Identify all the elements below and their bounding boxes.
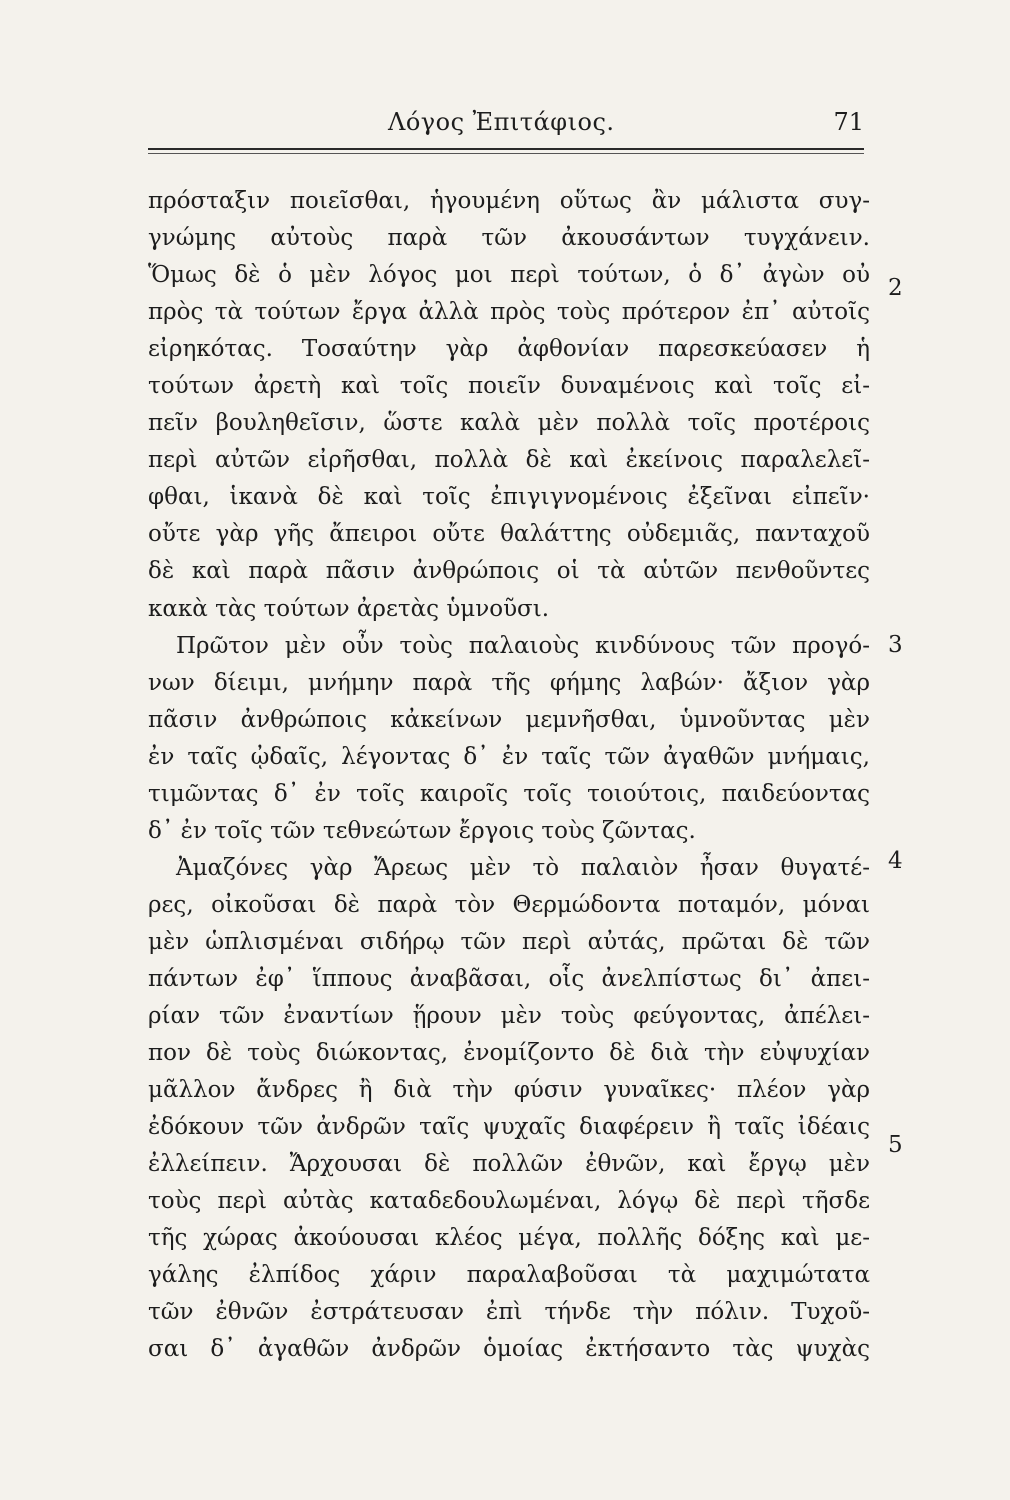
text-line: ρες, οἰκοῦσαι δὲ παρὰ τὸν Θερμώδοντα ποταμόν, μόναι bbox=[148, 891, 870, 918]
text-line: γάλης ἐλπίδος χάριν παραλαβοῦσαι τὰ μαχιμώτατα bbox=[148, 1262, 870, 1289]
header-rule bbox=[148, 148, 864, 150]
text-line: τιμῶντας δ᾽ ἐν τοῖς καιροῖς τοῖς τοιούτοις, παιδεύοντας bbox=[148, 780, 870, 807]
text-line: ἐδόκουν τῶν ἀνδρῶν ταῖς ψυχαῖς διαφέρειν ἢ ταῖς ἰδέαις bbox=[148, 1114, 870, 1141]
text-line: δ᾽ ἐν τοῖς τῶν τεθνεώτων ἔργοις τοὺς ζῶντας. bbox=[148, 817, 696, 844]
page-number: 71 bbox=[833, 108, 864, 136]
text-line: πρόσταξιν ποιεῖσθαι, ἡγουμένη οὕτως ἂν μάλιστα συγ- bbox=[148, 188, 870, 214]
text-line: οὔτε γὰρ γῆς ἄπειροι οὔτε θαλάττης οὐδεμιᾶς, πανταχοῦ bbox=[148, 521, 870, 548]
text-line: δὲ καὶ παρὰ πᾶσιν ἀνθρώποις οἱ τὰ αὑτῶν πενθοῦντες bbox=[148, 558, 870, 585]
text-line: μὲν ὡπλισμέναι σιδήρῳ τῶν περὶ αὐτάς, πρῶται δὲ τῶν bbox=[148, 928, 870, 955]
text-line: πάντων ἐφ᾽ ἵππους ἀναβᾶσαι, οἷς ἀνελπίστως δι᾽ ἀπει- bbox=[148, 965, 870, 992]
body-text bbox=[148, 183, 870, 1369]
text-line: μᾶλλον ἄνδρες ἢ διὰ τὴν φύσιν γυναῖκες· πλέον γὰρ bbox=[148, 1077, 870, 1104]
text-line: τούτων ἀρετὴ καὶ τοῖς ποιεῖν δυναμένοις καὶ τοῖς εἰ- bbox=[148, 373, 870, 400]
text-line: πον δὲ τοὺς διώκοντας, ἐνομίζοντο δὲ διὰ τὴν εὐψυχίαν bbox=[148, 1040, 870, 1067]
section-number: 4 bbox=[888, 848, 903, 874]
text-line: τῆς χώρας ἀκούουσαι κλέος μέγα, πολλῆς δόξης καὶ με- bbox=[148, 1225, 870, 1252]
text-line: φθαι, ἱκανὰ δὲ καὶ τοῖς ἐπιγιγνομένοις ἐξεῖναι εἰπεῖν· bbox=[148, 484, 870, 511]
text-line: ἐλλείπειν. Ἄρχουσαι δὲ πολλῶν ἐθνῶν, καὶ ἔργῳ μὲν bbox=[148, 1151, 870, 1178]
text-line: περὶ αὐτῶν εἰρῆσθαι, πολλὰ δὲ καὶ ἐκείνοις παραλελεῖ- bbox=[148, 447, 870, 474]
running-header bbox=[148, 100, 864, 150]
text-line: σαι δ᾽ ἀγαθῶν ἀνδρῶν ὁμοίας ἐκτήσαντο τὰς ψυχὰς bbox=[148, 1336, 870, 1363]
running-title: Λόγος Ἐπιτάφιος. bbox=[388, 108, 615, 136]
text-line: Ἀμαζόνες γὰρ Ἄρεως μὲν τὸ παλαιὸν ἦσαν θυγατέ- bbox=[176, 854, 870, 881]
section-number: 2 bbox=[888, 275, 903, 301]
text-line: Ὅμως δὲ ὁ μὲν λόγος μοι περὶ τούτων, ὁ δ᾽ ἀγὼν οὐ bbox=[148, 262, 870, 289]
section-number: 3 bbox=[888, 632, 903, 658]
text-line: εἰρηκότας. Τοσαύτην γὰρ ἀφθονίαν παρεσκεύασεν ἡ bbox=[148, 336, 870, 363]
text-line: Πρῶτον μὲν οὖν τοὺς παλαιοὺς κινδύνους τῶν προγό- bbox=[176, 632, 870, 659]
text-line: τοὺς περὶ αὐτὰς καταδεδουλωμέναι, λόγῳ δὲ περὶ τῆσδε bbox=[148, 1188, 870, 1215]
text-line: τῶν ἐθνῶν ἐστράτευσαν ἐπὶ τήνδε τὴν πόλιν. Τυχοῦ- bbox=[148, 1299, 870, 1326]
text-line: πεῖν βουληθεῖσιν, ὥστε καλὰ μὲν πολλὰ τοῖς προτέροις bbox=[148, 410, 870, 437]
text-line: πρὸς τὰ τούτων ἔργα ἀλλὰ πρὸς τοὺς πρότερον ἐπ᾽ αὐτοῖς bbox=[148, 299, 870, 326]
text-line: κακὰ τὰς τούτων ἀρετὰς ὑμνοῦσι. bbox=[148, 595, 550, 622]
text-line: νων δίειμι, μνήμην παρὰ τῆς φήμης λαβών· ἄξιον γὰρ bbox=[148, 669, 870, 696]
section-number: 5 bbox=[888, 1132, 903, 1158]
text-line: γνώμης αὐτοὺς παρὰ τῶν ἀκουσάντων τυγχάνειν. bbox=[148, 225, 870, 252]
text-line: ἐν ταῖς ᾠδαῖς, λέγοντας δ᾽ ἐν ταῖς τῶν ἀγαθῶν μνήμαις, bbox=[148, 743, 870, 770]
text-line: πᾶσιν ἀνθρώποις κἀκείνων μεμνῆσθαι, ὑμνοῦντας μὲν bbox=[148, 706, 870, 733]
text-line: ρίαν τῶν ἐναντίων ᾕρουν μὲν τοὺς φεύγοντας, ἀπέλει- bbox=[148, 1003, 870, 1030]
